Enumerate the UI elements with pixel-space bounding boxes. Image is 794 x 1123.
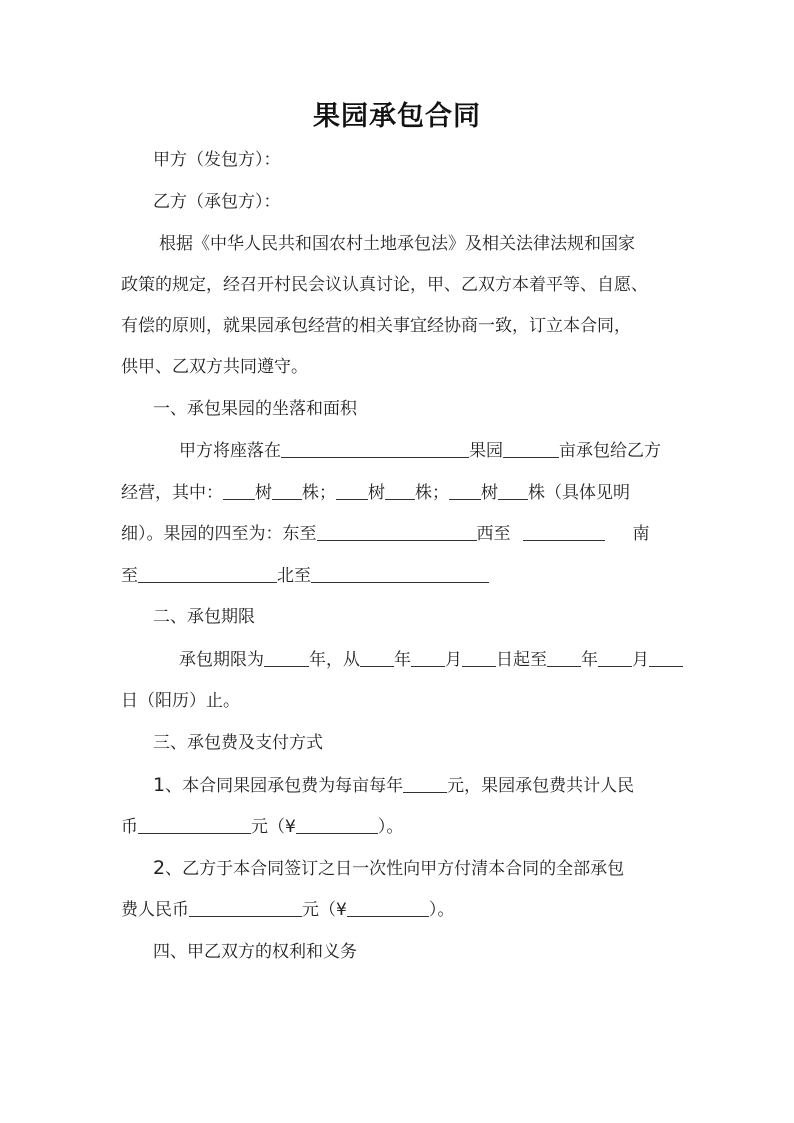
text-segment: 树 — [481, 483, 498, 503]
text-segment: 南 — [632, 524, 650, 544]
text-segment: 树 — [368, 483, 385, 503]
text-segment: 、本合同果园承包费为每亩每年 — [165, 776, 404, 796]
text-segment: 月 — [632, 650, 649, 670]
text-segment: 甲方将座落在 — [179, 441, 281, 461]
text-segment: 费人民币 — [121, 900, 189, 920]
tree-count-blank-3[interactable] — [498, 481, 528, 500]
text-segment: 元（¥ — [302, 900, 347, 920]
payment-figure-blank[interactable] — [347, 898, 429, 917]
text-segment: 树 — [255, 483, 272, 503]
south-boundary-blank[interactable] — [138, 564, 277, 583]
section-1-line-1 — [179, 439, 661, 463]
text-segment: 果园 — [469, 441, 503, 461]
payment-words-blank[interactable] — [189, 898, 302, 917]
text-segment: 细）。果园的四至为：东至 — [121, 524, 317, 544]
text-segment: 承包期限为 — [179, 650, 264, 670]
section-3-item-2-cont — [121, 898, 454, 922]
east-boundary-blank[interactable] — [317, 522, 477, 541]
preamble-line-4: 供甲、乙双方共同遵守。 — [121, 357, 308, 377]
section-1-line-2 — [121, 481, 630, 505]
preamble-line-3: 有偿的原则，就果园承包经营的相关事宜经协商一致，订立本合同， — [121, 316, 631, 336]
text-segment: 西至 — [476, 524, 511, 544]
text-segment: ）。 — [428, 900, 455, 920]
tree-count-blank-1[interactable] — [272, 481, 302, 500]
preamble-line-1: 根据《中华人民共和国农村土地承包法》及相关法律法规和国家 — [159, 234, 635, 254]
text-segment: 元，果园承包费共计人民 — [447, 776, 635, 796]
text-segment: 株； — [302, 483, 336, 503]
text-segment: 、乙方于本合同签订之日一次性向甲方付清本合同的全部承包 — [165, 859, 625, 879]
text-segment: 经营，其中： — [121, 483, 223, 503]
section-2-line-1 — [179, 648, 683, 672]
start-month-blank[interactable] — [411, 648, 445, 667]
section-3-item-2 — [153, 856, 624, 881]
location-blank[interactable] — [281, 439, 469, 458]
page-title: 果园承包合同 — [313, 101, 481, 132]
tree-type-blank-2[interactable] — [336, 481, 368, 500]
area-blank[interactable] — [503, 439, 559, 458]
west-boundary-blank[interactable] — [523, 522, 605, 541]
section-1-heading: 一、承包果园的坐落和面积 — [153, 399, 357, 419]
item-number: 2 — [153, 857, 166, 879]
total-fee-figure-blank[interactable] — [296, 815, 378, 834]
section-1-line-3 — [121, 522, 650, 546]
annual-fee-per-mu-blank[interactable] — [403, 774, 447, 793]
section-3-heading: 三、承包费及支付方式 — [153, 733, 323, 753]
section-3-item-1 — [153, 773, 634, 798]
text-segment: 株； — [415, 483, 449, 503]
total-fee-words-blank[interactable] — [138, 815, 251, 834]
text-segment: 年 — [394, 650, 411, 670]
start-day-blank[interactable] — [462, 648, 496, 667]
text-segment: 至 — [121, 566, 138, 586]
text-segment: ）。 — [377, 817, 404, 837]
text-segment: 亩承包给乙方 — [559, 441, 661, 461]
section-3-item-1-cont — [121, 815, 403, 839]
section-4-heading: 四、甲乙双方的权利和义务 — [153, 942, 357, 962]
section-2-line-2: 日（阳历）止。 — [121, 691, 240, 711]
term-years-blank[interactable] — [264, 648, 309, 667]
tree-count-blank-2[interactable] — [385, 481, 415, 500]
tree-type-blank-3[interactable] — [449, 481, 481, 500]
north-boundary-blank[interactable] — [311, 564, 489, 583]
start-year-blank[interactable] — [360, 648, 394, 667]
end-month-blank[interactable] — [598, 648, 632, 667]
text-segment: 年 — [581, 650, 598, 670]
end-day-blank[interactable] — [649, 648, 683, 667]
text-segment: 元（¥ — [251, 817, 296, 837]
end-year-blank[interactable] — [547, 648, 581, 667]
text-segment: 日起至 — [496, 650, 547, 670]
party-a-line: 甲方（发包方）： — [153, 150, 281, 170]
text-segment: 月 — [445, 650, 462, 670]
party-b-line: 乙方（承包方）： — [153, 192, 281, 212]
text-segment: 株（具体见明 — [528, 483, 630, 503]
tree-type-blank-1[interactable] — [223, 481, 255, 500]
preamble-line-2: 政策的规定，经召开村民会议认真讨论，甲、乙双方本着平等、自愿、 — [121, 275, 648, 295]
item-number: 1 — [153, 774, 166, 796]
section-2-heading: 二、承包期限 — [153, 607, 255, 627]
text-segment: 币 — [121, 817, 138, 837]
text-segment: 北至 — [277, 566, 311, 586]
text-segment: 年，从 — [309, 650, 360, 670]
section-1-line-4 — [121, 564, 489, 588]
